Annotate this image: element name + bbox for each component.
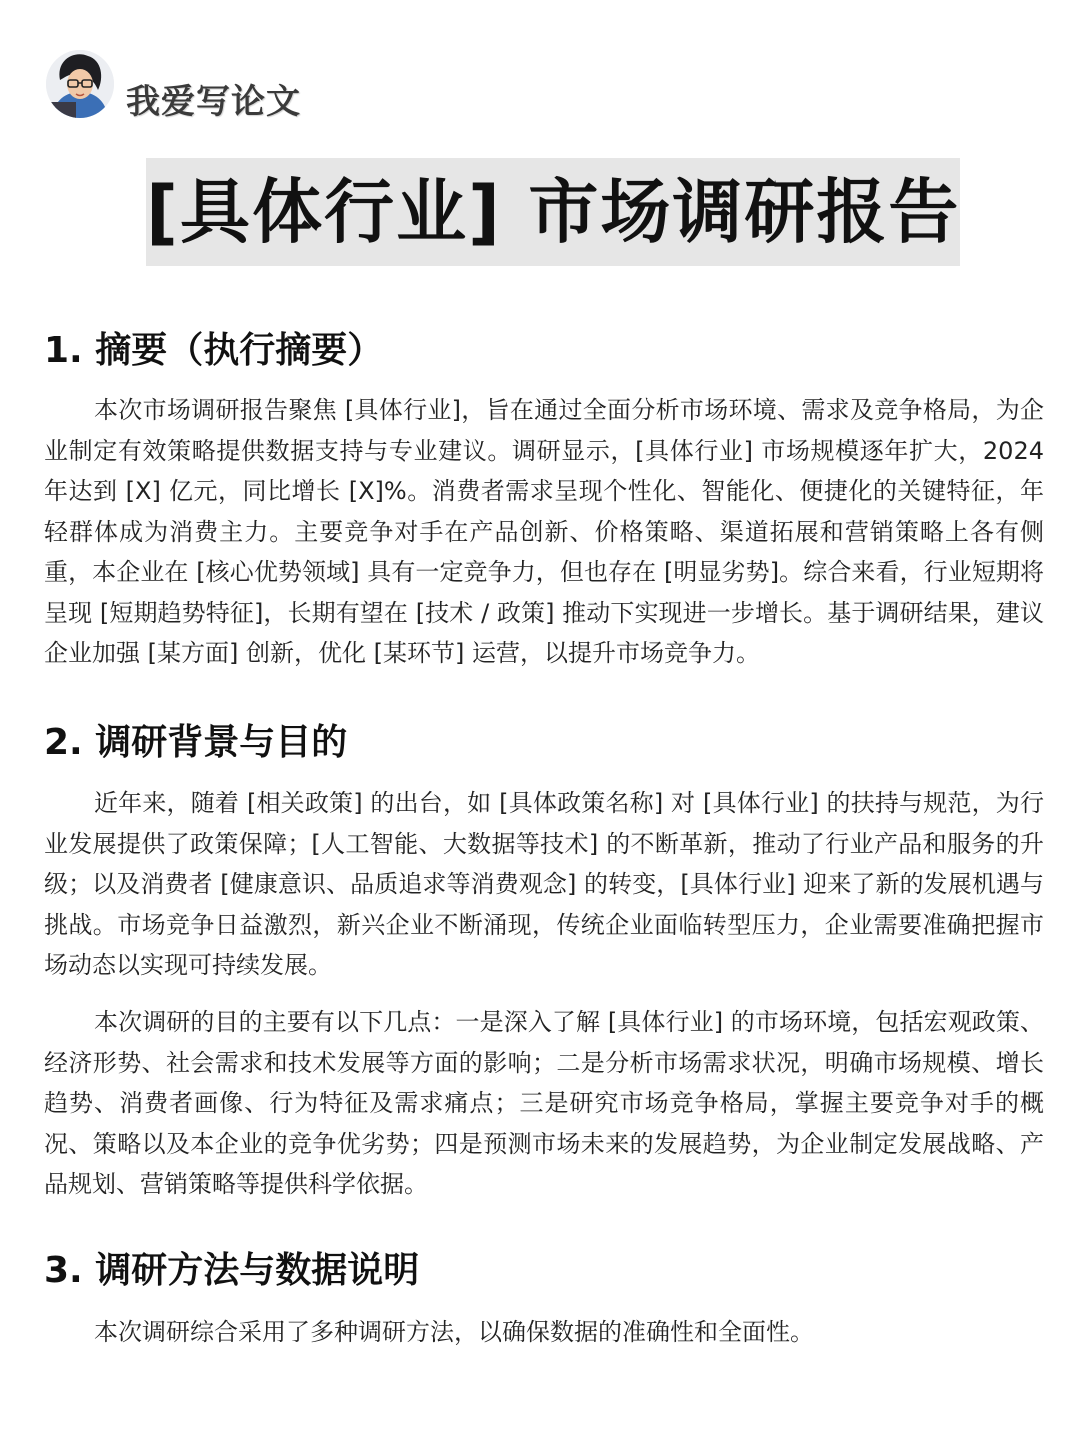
avatar-illustration-icon xyxy=(46,50,114,118)
author-name[interactable]: 我爱写论文 xyxy=(126,82,301,122)
page-title: [具体行业] 市场调研报告 xyxy=(146,171,961,253)
section-heading-background: 2. 调研背景与目的 xyxy=(44,722,348,763)
paragraph-objectives: 本次调研的目的主要有以下几点：一是深入了解 [具体行业] 的市场环境，包括宏观政策、经济形势、社会需求和技术发展等方面的影响；二是分析市场需求状况，明确市场规模、增长趋势、消费者画像、行为特征及需求痛点；三是研究市场竞争格局，掌握主要竞争对手的概况、策略以及本企业的竞争优劣势；四是预测市场未来的发展趋势，为企业制定发展战略、产品规划、营销策略等提供科学依据。 xyxy=(44,1008,1044,1198)
avatar-icon[interactable] xyxy=(46,50,114,118)
paragraph-summary: 本次市场调研报告聚焦 [具体行业]，旨在通过全面分析市场环境、需求及竞争格局，为企业制定有效策略提供数据支持与专业建议。调研显示，[具体行业] 市场规模逐年扩大，2024 年达到 [X] 亿元，同比增长 [X]%。消费者需求呈现个性化、智能化、便捷化的关键特征，年轻群体成为消费主力。主要竞争对手在产品创新、价格策略、渠道拓展和营销策略上各有侧重，本企业在 [核心优势领域] 具有一定竞争力，但也存在 [明显劣势]。综合来看，行业短期将呈现 [短期趋势特征]，长期有望在 [技术 / 政策] 推动下实现进一步增长。基于调研结果，建议企业加强 [某方面] 创新，优化 [某环节] 运营，以提升市场竞争力。 xyxy=(44,396,1044,667)
title-highlight xyxy=(146,158,960,266)
author-header xyxy=(46,44,301,123)
paragraph-background: 近年来，随着 [相关政策] 的出台，如 [具体政策名称] 对 [具体行业] 的扶持与规范，为行业发展提供了政策保障；[人工智能、大数据等技术] 的不断革新，推动了行业产品和服务的升级；以及消费者 [健康意识、品质追求等消费观念] 的转变，[具体行业] 迎来了新的发展机遇与挑战。市场竞争日益激烈，新兴企业不断涌现，传统企业面临转型压力，企业需要准确把握市场动态以实现可持续发展。 xyxy=(44,789,1044,979)
paragraph-methods: 本次调研综合采用了多种调研方法，以确保数据的准确性和全面性。 xyxy=(94,1318,814,1346)
section-heading-methods: 3. 调研方法与数据说明 xyxy=(44,1250,420,1291)
section-heading-summary: 1. 摘要（执行摘要） xyxy=(44,330,384,371)
